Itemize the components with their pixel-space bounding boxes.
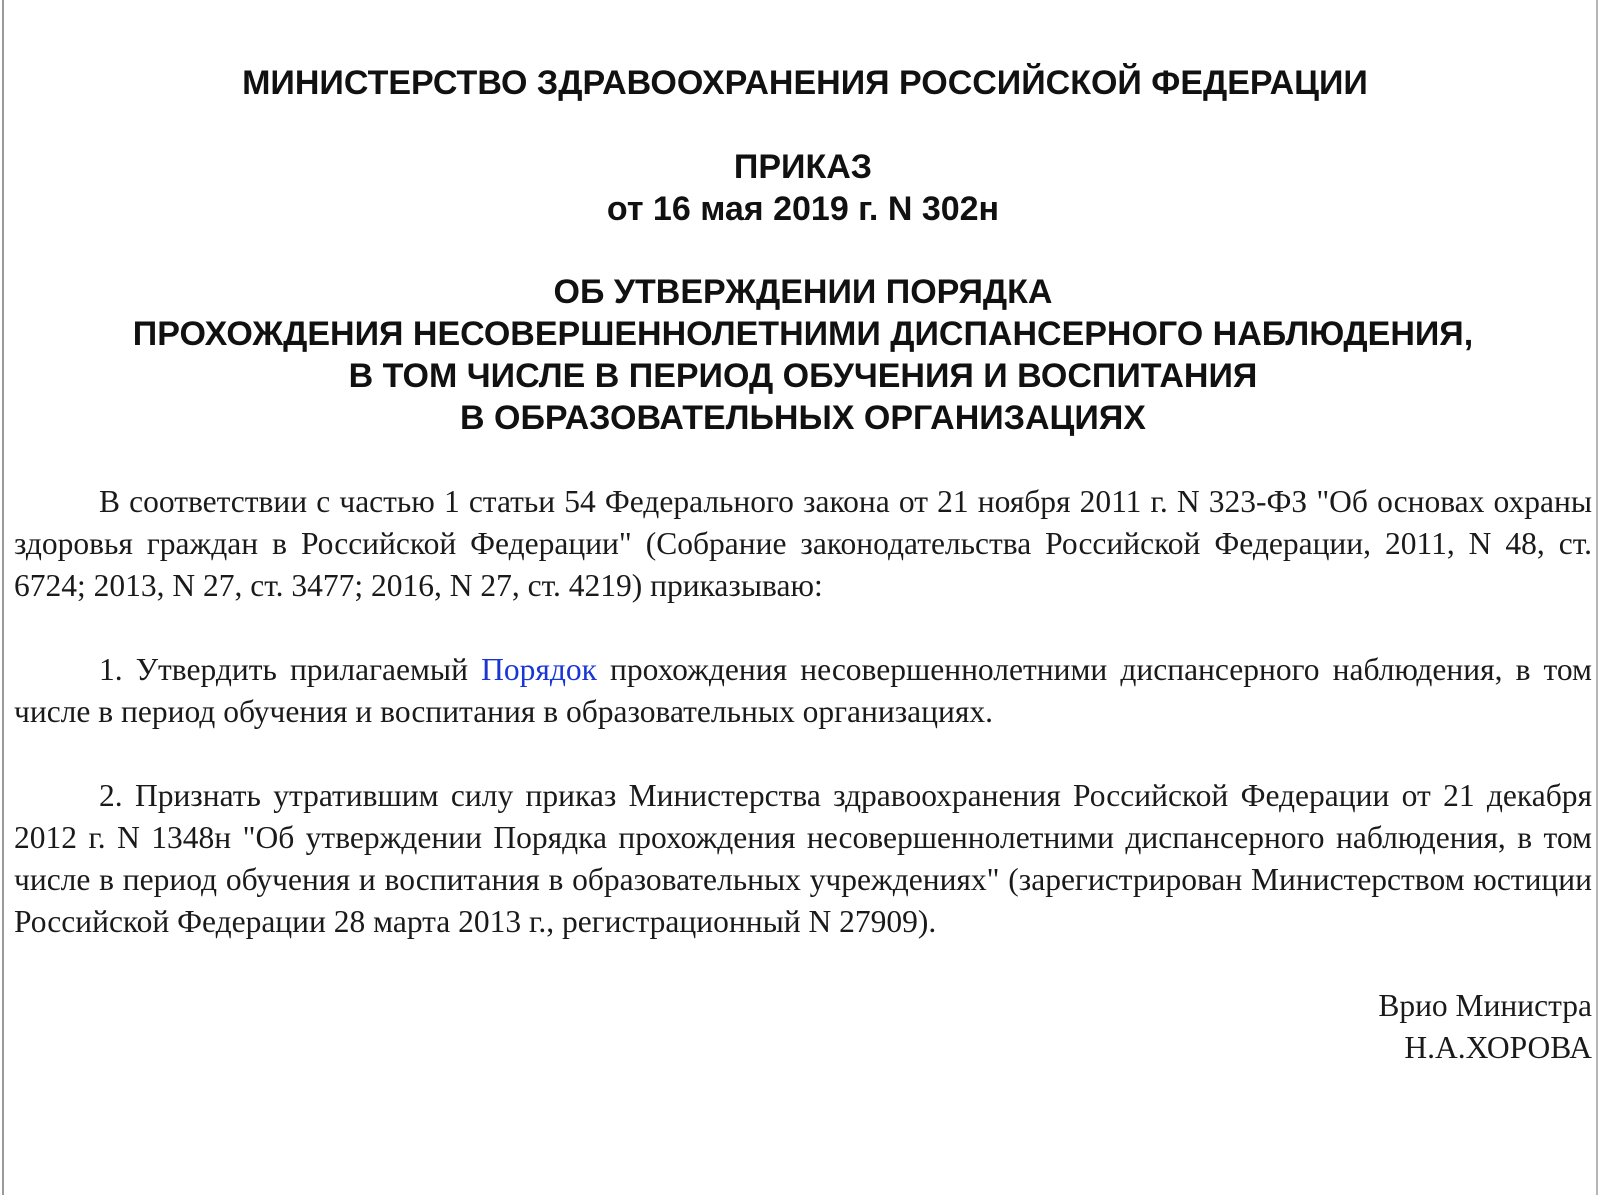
title-line: В ТОМ ЧИСЛЕ В ПЕРИОД ОБУЧЕНИЯ И ВОСПИТАНИЯ xyxy=(348,357,1258,395)
signatory-name: Н.А.ХОРОВА xyxy=(1404,1030,1592,1065)
document-content xyxy=(14,62,1592,1069)
title-line: ОБ УТВЕРЖДЕНИИ ПОРЯДКА xyxy=(553,273,1053,311)
signature-block xyxy=(14,985,1592,1069)
item-1-suffix: прохождения несовершеннолетними диспансерного наблюдения, в том числе в период обучения и воспитания в образовательных организациях. xyxy=(14,652,1592,729)
order-header xyxy=(14,146,1592,230)
item-2-paragraph: 2. Признать утратившим силу приказ Министерства здравоохранения Российской Федерации от 21 декабря 2012 г. N 1348н "Об утверждении Порядка прохождения несовершеннолетними диспансерного наблюдения, в том числе в период обучения и воспитания в образовательных учреждениях" (зарегистрирован Министерством юстиции Российской Федерации 28 марта 2013 г., регистрационный N 27909). xyxy=(14,778,1592,939)
order-date: от 16 мая 2019 г. N 302н xyxy=(606,190,1000,228)
item-1-prefix: 1. Утвердить прилагаемый xyxy=(99,652,482,687)
ministry-heading: МИНИСТЕРСТВО ЗДРАВООХРАНЕНИЯ РОССИЙСКОЙ ФЕДЕРАЦИИ xyxy=(242,64,1368,102)
signatory-position: Врио Министра xyxy=(1378,988,1592,1023)
order-procedure-link[interactable]: Порядок xyxy=(481,652,597,687)
item-1-paragraph xyxy=(14,649,1592,733)
title-line: В ОБРАЗОВАТЕЛЬНЫХ ОРГАНИЗАЦИЯХ xyxy=(460,399,1146,437)
title-line: ПРОХОЖДЕНИЯ НЕСОВЕРШЕННОЛЕТНИМИ ДИСПАНСЕРНОГО НАБЛЮДЕНИЯ, xyxy=(132,315,1474,353)
preamble-paragraph: В соответствии с частью 1 статьи 54 Федерального закона от 21 ноября 2011 г. N 323-ФЗ "Об основах охраны здоровья граждан в Российской Федерации" (Собрание законодательства Российской Федерации, 2011, N 48, ст. 6724; 2013, N 27, ст. 3477; 2016, N 27, ст. 4219) приказываю: xyxy=(14,484,1592,603)
order-word: ПРИКАЗ xyxy=(733,148,873,186)
document-title xyxy=(14,271,1592,439)
document-page xyxy=(2,0,1598,1195)
